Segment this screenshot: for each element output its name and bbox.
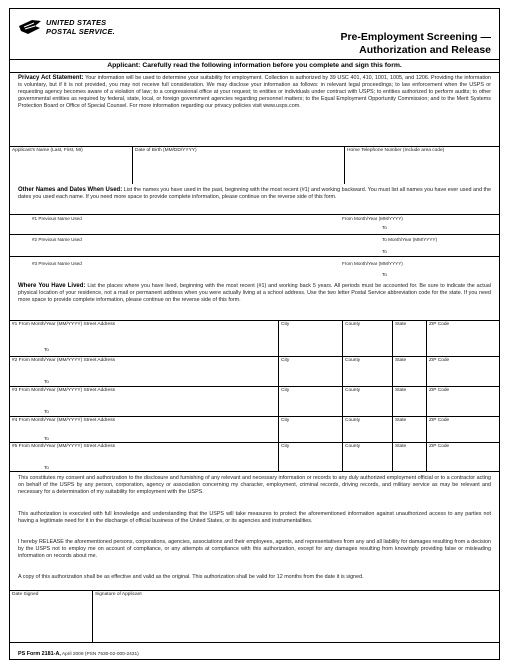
- state-5-field[interactable]: [392, 443, 426, 471]
- logo-line-1: UNITED STATES: [46, 18, 107, 27]
- divider: [10, 234, 499, 235]
- to-label: To: [44, 465, 49, 470]
- state-label: State: [395, 418, 407, 423]
- county-1-field[interactable]: [342, 321, 392, 356]
- previous-name-1-field[interactable]: #1 Previous Name Used: [32, 216, 82, 221]
- address-3-label: #3 From Month/Year (MM/YYYY) Street Address: [12, 388, 115, 393]
- city-label: City: [281, 388, 290, 393]
- form-header: [10, 9, 499, 59]
- authorization-paragraph: This authorization is executed with full knowledge and understanding that the USPS will take measures to protect the aforementioned information against unauthorized access to any parties not having a legitimate need for it in the discharge of official business of the United States, or its agencies and instrumentalities.: [18, 511, 491, 524]
- county-label: County: [345, 444, 361, 449]
- lived-section: [18, 283, 491, 304]
- date-signed-field[interactable]: [10, 591, 92, 642]
- state-label: State: [395, 444, 407, 449]
- name-2-to-field[interactable]: To Month/Year (MM/YYYY): [382, 237, 437, 242]
- state-3-field[interactable]: [392, 387, 426, 416]
- name-3-to-label: To: [382, 272, 387, 277]
- county-label: County: [345, 388, 361, 393]
- state-label: State: [395, 388, 407, 393]
- zip-label: ZIP Code: [429, 358, 450, 363]
- address-row-2: [10, 356, 499, 386]
- state-1-field[interactable]: [392, 321, 426, 356]
- city-5-field[interactable]: [278, 443, 342, 471]
- signature-label: Signature of Applicant: [95, 592, 142, 597]
- form-number: PS Form 2181-A,: [18, 651, 61, 657]
- zip-4-field[interactable]: [426, 417, 501, 442]
- previous-name-2-field[interactable]: #2 Previous Name Used: [32, 237, 82, 242]
- city-label: City: [281, 418, 290, 423]
- name-1-from-field[interactable]: From Month/Year (MM/YYYY): [342, 216, 403, 221]
- county-label: County: [345, 358, 361, 363]
- address-row-3: [10, 386, 499, 416]
- zip-3-field[interactable]: [426, 387, 501, 416]
- title-line-1: Pre-Employment Screening —: [340, 31, 491, 43]
- lived-text: List the places where you have lived, beginning with the most recent (#1) and working back 5 years. All periods must be accounted for. Be sure to indicate the actual physical location of your residence, not a mail or permanent address when you were actually living at a school address. Use the two letter Postal Service abbreviation code for the state. If you need more space to provide complete information, please continue on the reverse side of this form.: [18, 283, 492, 303]
- eagle-icon: [18, 17, 42, 37]
- date-signed-label: Date Signed: [12, 592, 39, 597]
- county-2-field[interactable]: [342, 357, 392, 386]
- dob-label: Date of Birth (MM/DD/YYYY): [135, 148, 197, 153]
- to-label: To: [44, 436, 49, 441]
- form-page: [9, 8, 500, 660]
- county-4-field[interactable]: [342, 417, 392, 442]
- county-label: County: [345, 322, 361, 327]
- city-label: City: [281, 358, 290, 363]
- applicant-name-field[interactable]: [10, 147, 132, 184]
- to-label: To: [44, 347, 49, 352]
- previous-name-3-field[interactable]: #3 Previous Name Used: [32, 261, 82, 266]
- date-of-birth-field[interactable]: [132, 147, 344, 184]
- to-label: To: [44, 409, 49, 414]
- other-names-text: List the names you have used in the past, beginning with the most recent (#1) and working backward. You must list all names you have ever used and the dates you used each name. If you need more space to provide complete information, please continue on the reverse side of this form.: [18, 187, 491, 200]
- signature-field[interactable]: [92, 591, 501, 642]
- state-4-field[interactable]: [392, 417, 426, 442]
- applicant-name-label: Applicant's Name (Last, First, MI): [12, 148, 83, 153]
- divider: [10, 214, 499, 215]
- city-3-field[interactable]: [278, 387, 342, 416]
- signature-row: [10, 590, 499, 643]
- address-2-field[interactable]: [10, 357, 278, 386]
- address-row-4: [10, 416, 499, 442]
- county-5-field[interactable]: [342, 443, 392, 471]
- name-3-from-field[interactable]: From Month/Year (MM/YYYY): [342, 261, 403, 266]
- name-2-to-label: To: [382, 249, 387, 254]
- name-1-to-label: To: [382, 225, 387, 230]
- usps-logo: [18, 17, 115, 37]
- zip-label: ZIP Code: [429, 322, 450, 327]
- zip-2-field[interactable]: [426, 357, 501, 386]
- address-1-field[interactable]: [10, 321, 278, 356]
- zip-label: ZIP Code: [429, 444, 450, 449]
- address-1-label: #1 From Month/Year (MM/YYYY) Street Address: [12, 322, 115, 327]
- address-2-label: #2 From Month/Year (MM/YYYY) Street Address: [12, 358, 115, 363]
- form-date: April 2009 (PSN 7530-02-000-2431): [61, 652, 139, 657]
- state-2-field[interactable]: [392, 357, 426, 386]
- privacy-text: Your information will be used to determine your suitability for employment. Collection is authorized by 39 USC 401, 410, 1001, 1005, and 1206. Providing the information is voluntary, but if it is not provided, you may not receive full consideration. We may disclose your information as follows: in relevant legal proceedings; to law enforcement when the USPS or requesting agency becomes aware of a violation of law; to a congressional office at your request; to entities or individuals under contract with USPS; to entities authorized to perform audits; to other governmental entities as required by federal, state, local, or foreign government agencies regarding personnel matters; to the Equal Employment Opportunity Commission; and to the Merit Systems Protection Board or Office of Special Counsel. For more information regarding our privacy policies visit www.usps.com.: [18, 75, 492, 109]
- city-1-field[interactable]: [278, 321, 342, 356]
- form-title: [340, 31, 491, 57]
- lived-heading: Where You Have Lived:: [18, 283, 86, 289]
- address-4-label: #4 From Month/Year (MM/YYYY) Street Address: [12, 418, 115, 423]
- address-row-5: [10, 442, 499, 472]
- address-5-label: #5 From Month/Year (MM/YYYY) Street Address: [12, 444, 115, 449]
- zip-1-field[interactable]: [426, 321, 501, 356]
- county-label: County: [345, 418, 361, 423]
- phone-label: Home Telephone Number (Include area code): [347, 148, 445, 153]
- city-4-field[interactable]: [278, 417, 342, 442]
- validity-paragraph: A copy of this authorization shall be as effective and valid as the original. This authorization shall be valid for 12 months from the date it is signed.: [18, 574, 364, 580]
- zip-label: ZIP Code: [429, 388, 450, 393]
- consent-paragraph: This constitutes my consent and authorization to the disclosure and furnishing of any relevant and necessary information or records to any duly authorized employment official or to a contractor acting on behalf of the USPS by any person, corporation, agency or association concerning my character, employment, criminal records, driving records, and military service as may be relevant and necessary for a determination of my suitability for employment with the USPS.: [18, 475, 491, 495]
- address-row-1: [10, 320, 499, 356]
- logo-line-2: POSTAL SERVICE.: [46, 27, 115, 36]
- county-3-field[interactable]: [342, 387, 392, 416]
- privacy-statement: [18, 75, 491, 110]
- address-3-field[interactable]: [10, 387, 278, 416]
- to-label: To: [44, 379, 49, 384]
- zip-label: ZIP Code: [429, 418, 450, 423]
- privacy-heading: Privacy Act Statement:: [18, 75, 84, 81]
- applicant-row: [10, 146, 499, 184]
- state-label: State: [395, 322, 407, 327]
- release-paragraph: I hereby RELEASE the aforementioned persons, corporations, agencies, associations and their employees, agents, and representatives from any and all liability for damages resulting from a decision by the USPS not to employ me on account of compliance, or any attempts at compliance with this authorization, except for any damages resulting from knowingly providing false or misleading information on records about me.: [18, 539, 491, 559]
- city-2-field[interactable]: [278, 357, 342, 386]
- address-5-field[interactable]: [10, 443, 278, 471]
- title-line-2: Authorization and Release: [359, 44, 491, 56]
- city-label: City: [281, 322, 290, 327]
- divider: [10, 256, 499, 257]
- zip-5-field[interactable]: [426, 443, 501, 471]
- other-names-section: [18, 187, 491, 201]
- state-label: State: [395, 358, 407, 363]
- applicant-instruction: Applicant: Carefully read the following information before you complete and sign this form.: [10, 59, 499, 73]
- other-names-heading: Other Names and Dates When Used:: [18, 187, 123, 193]
- form-footer: [18, 651, 139, 657]
- home-phone-field[interactable]: [344, 147, 501, 184]
- address-4-field[interactable]: [10, 417, 278, 442]
- city-label: City: [281, 444, 290, 449]
